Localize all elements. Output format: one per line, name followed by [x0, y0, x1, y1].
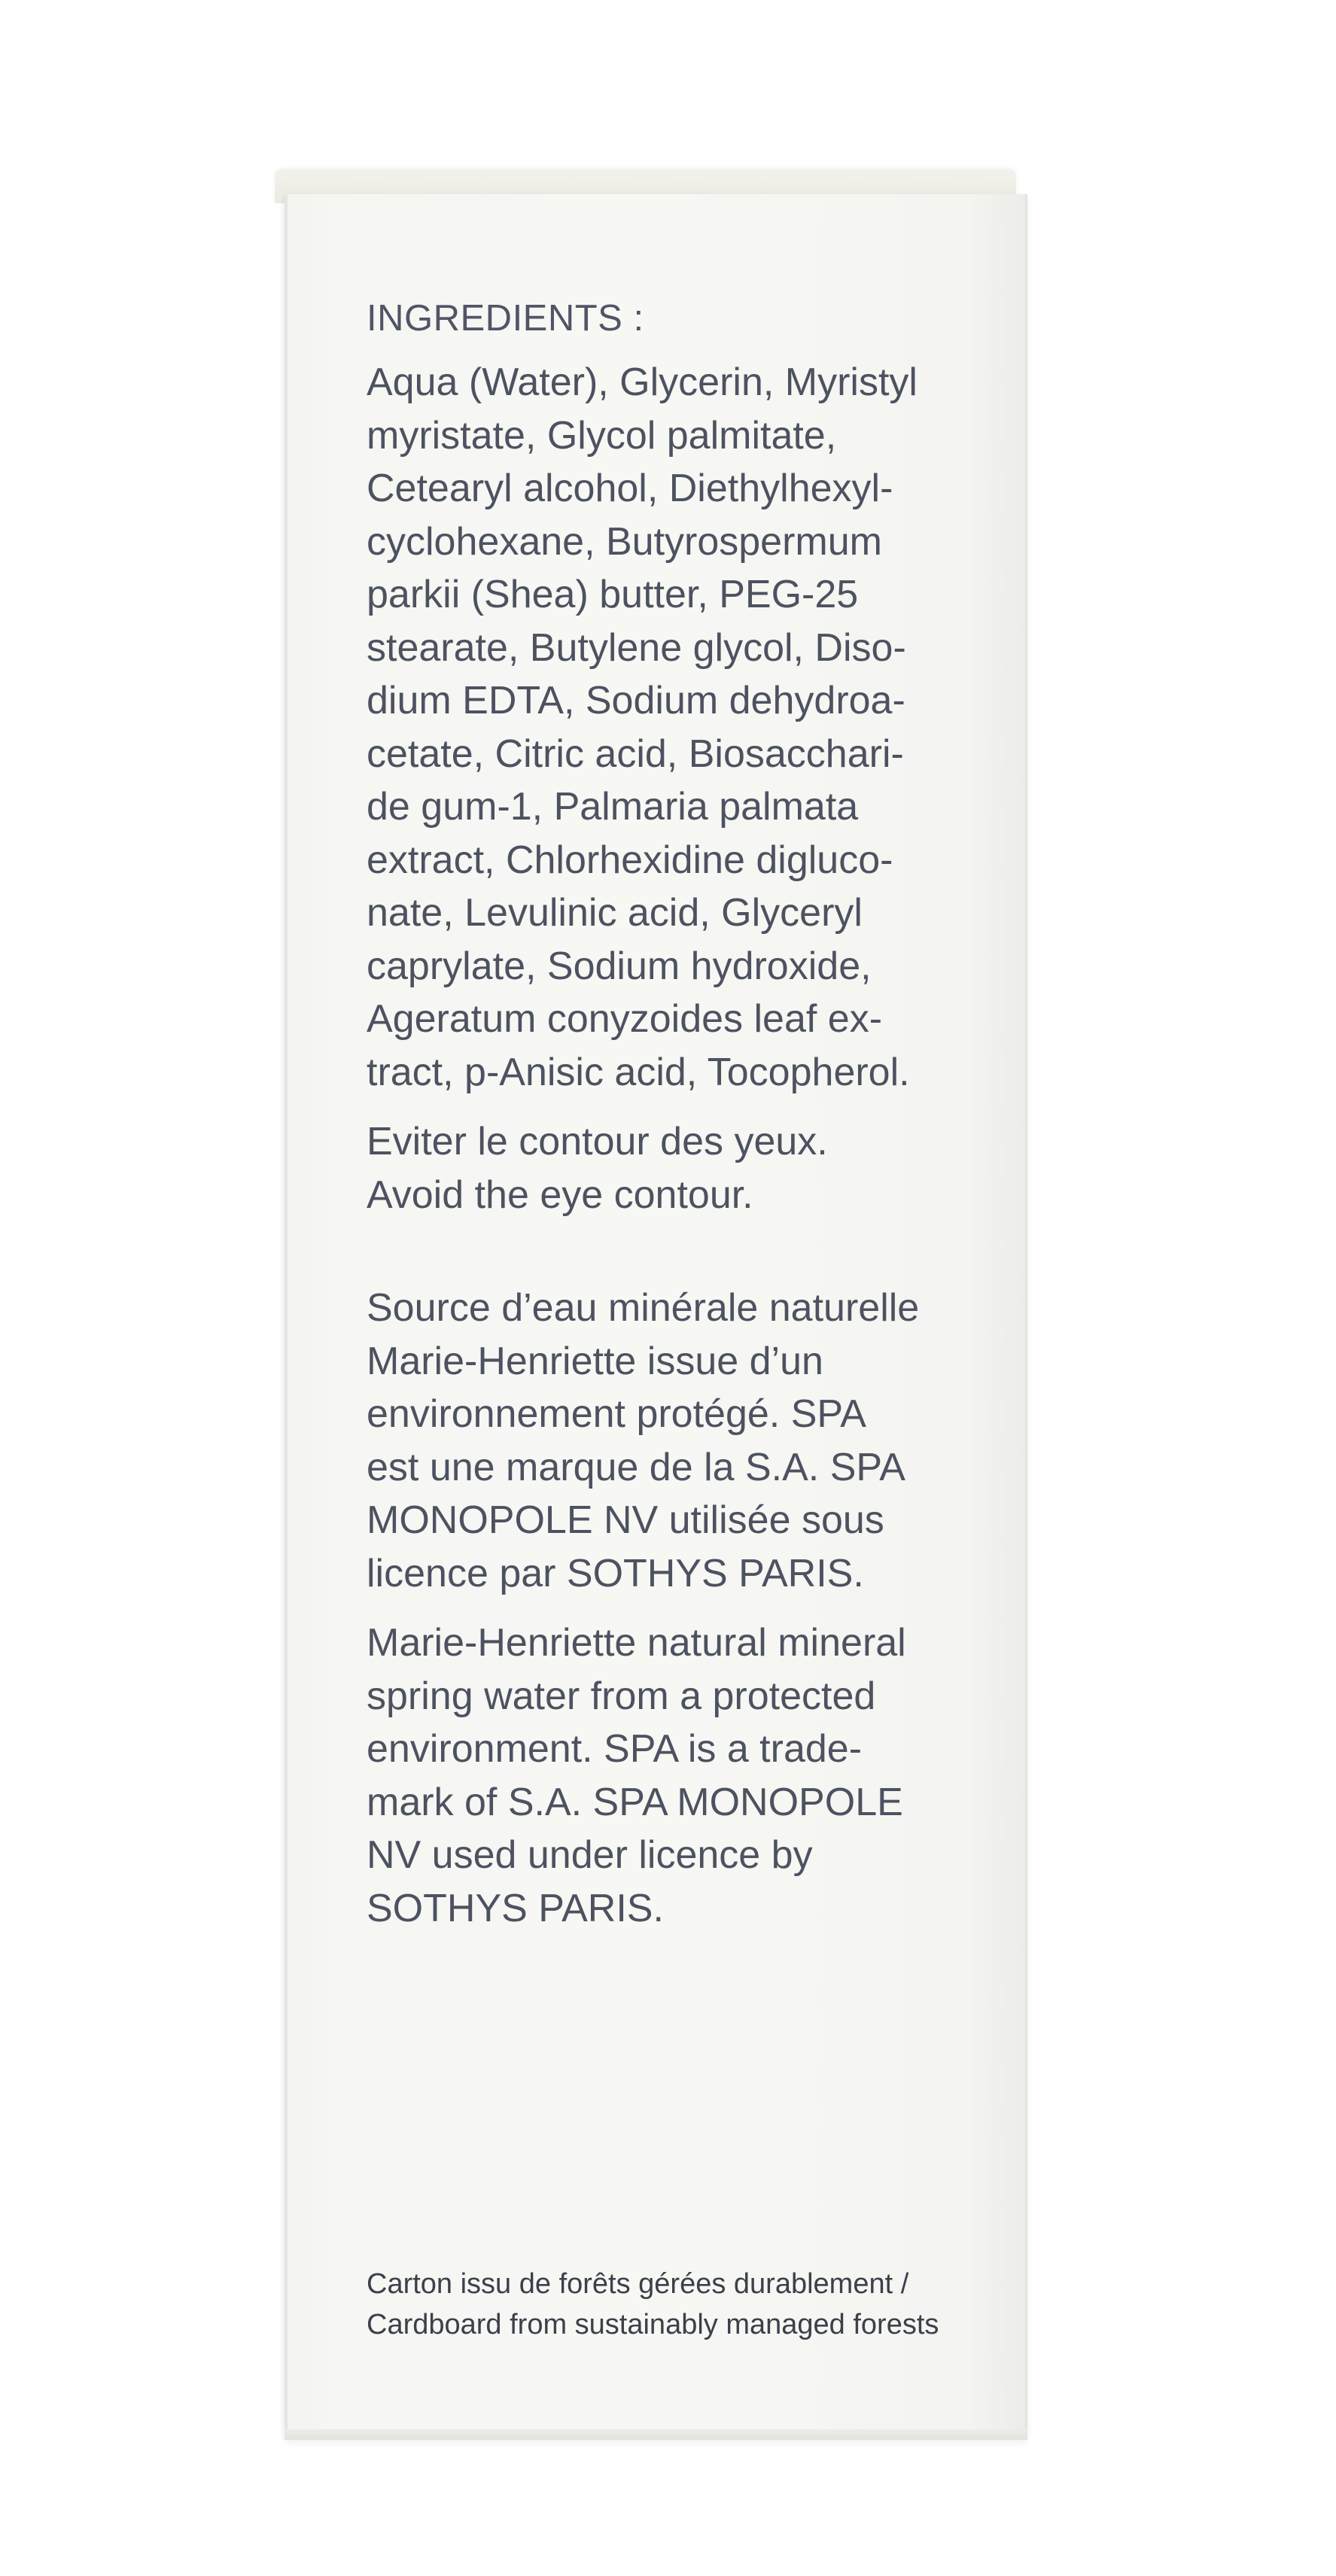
box-bottom-edge: [285, 2429, 1027, 2440]
ingredients-list: [367, 356, 980, 1099]
ingredients-line: Cetearyl alcohol, Diethylhexyl-: [367, 467, 893, 510]
eye-contour-warning: [367, 1115, 980, 1221]
ingredients-heading: INGREDIENTS :: [367, 298, 644, 339]
ingredients-line: myristate, Glycol palmitate,: [367, 413, 837, 458]
sustainability-note: [367, 2264, 991, 2345]
ingredients-line: dium EDTA, Sodium dehydroa-: [367, 679, 905, 722]
warning-line-fr: Eviter le contour des yeux.: [367, 1120, 828, 1163]
water-source-french: [367, 1282, 980, 1600]
footer-line-en: Cardboard from sustainably managed forests: [367, 2309, 939, 2340]
water-source-english: [367, 1616, 980, 1935]
source-en-line: SOTHYS PARIS.: [367, 1886, 664, 1930]
warning-line-en: Avoid the eye contour.: [367, 1172, 753, 1217]
footer-line-fr: Carton issu de forêts gérées durablement /: [367, 2268, 909, 2300]
ingredients-line: extract, Chlorhexidine digluco-: [367, 838, 893, 882]
source-en-line: spring water from a protected: [367, 1674, 876, 1718]
ingredients-line: cyclohexane, Butyrospermum: [367, 519, 882, 564]
source-en-line: Marie-Henriette natural mineral: [367, 1621, 906, 1665]
ingredients-line: caprylate, Sodium hydroxide,: [367, 944, 872, 988]
source-en-line: NV used under licence by: [367, 1833, 813, 1877]
ingredients-line: de gum-1, Palmaria palmata: [367, 785, 859, 829]
source-en-line: mark of S.A. SPA MONOPOLE: [367, 1780, 903, 1824]
source-fr-line: MONOPOLE NV utilisée sous: [367, 1498, 884, 1542]
source-fr-line: Marie-Henriette issue d’un: [367, 1339, 823, 1383]
ingredients-line: tract, p-Anisic acid, Tocopherol.: [367, 1050, 910, 1094]
source-fr-line: licence par SOTHYS PARIS.: [367, 1551, 864, 1595]
source-en-line: environment. SPA is a trade-: [367, 1727, 863, 1771]
ingredients-line: Ageratum conyzoides leaf ex-: [367, 997, 883, 1041]
source-fr-line: est une marque de la S.A. SPA: [367, 1445, 905, 1489]
ingredients-line: stearate, Butylene glycol, Diso-: [367, 625, 906, 670]
ingredients-line: Aqua (Water), Glycerin, Myristyl: [367, 360, 918, 404]
ingredients-line: cetate, Citric acid, Biosacchari-: [367, 731, 904, 776]
label-text-block: [367, 297, 980, 1935]
ingredients-line: nate, Levulinic acid, Glyceryl: [367, 891, 863, 935]
source-fr-line: Source d’eau minérale naturelle: [367, 1286, 920, 1330]
ingredients-line: parkii (Shea) butter, PEG-25: [367, 573, 859, 616]
source-fr-line: environnement protégé. SPA: [367, 1392, 866, 1436]
